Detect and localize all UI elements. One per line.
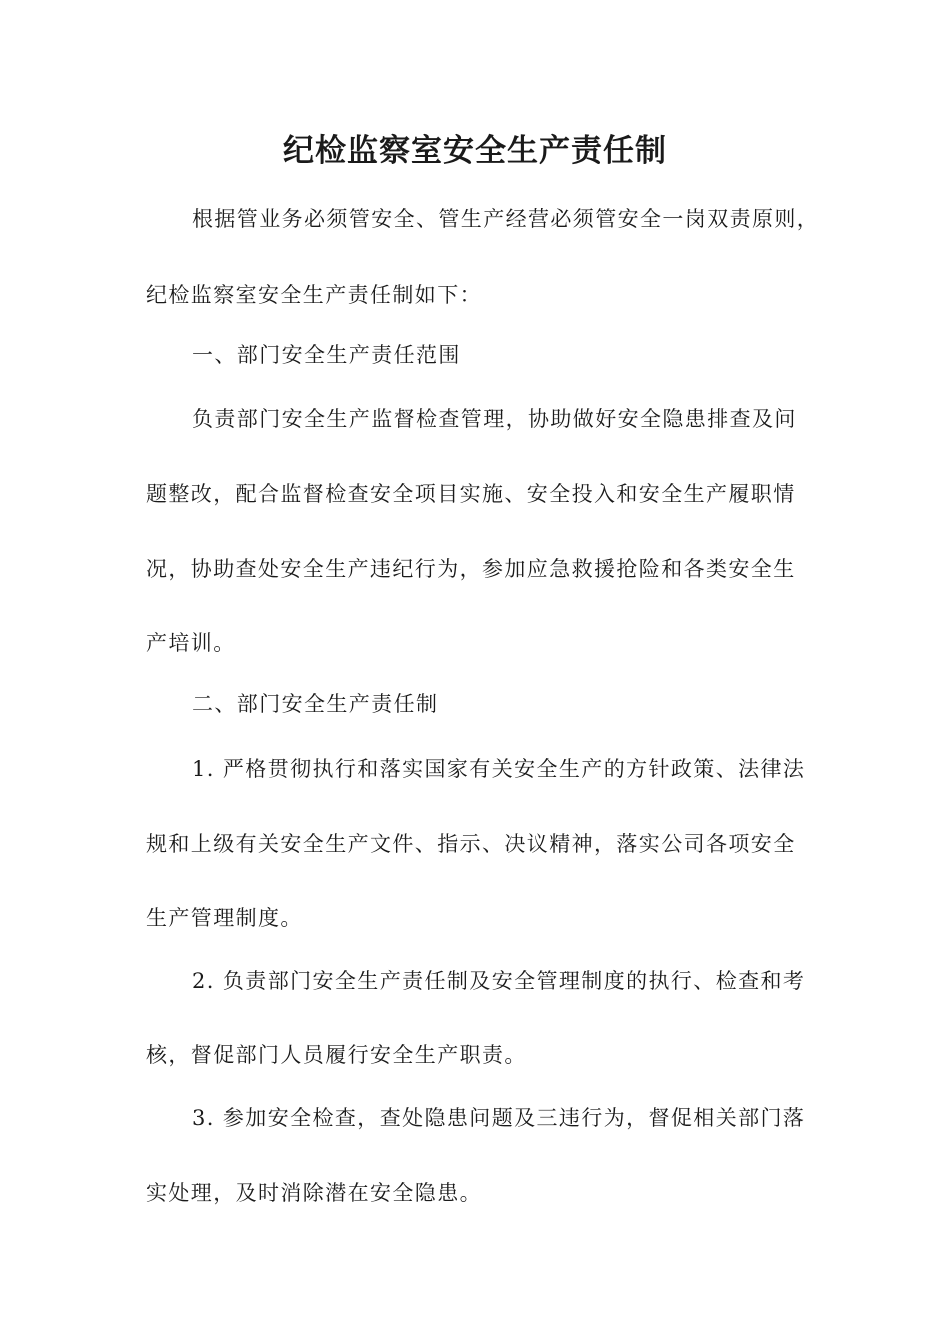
- document-title: 纪检监察室安全生产责任制: [283, 133, 667, 169]
- paragraph-line: 2. 负责部门安全生产责任制及安全管理制度的执行、检查和考: [192, 969, 806, 993]
- paragraph-line: 产培训。: [146, 631, 236, 655]
- paragraph-line: 负责部门安全生产监督检查管理，协助做好安全隐患排查及问: [192, 407, 797, 431]
- paragraph-line: 生产管理制度。: [146, 906, 303, 930]
- paragraph-line: 规和上级有关安全生产文件、指示、决议精神，落实公司各项安全: [146, 832, 796, 856]
- paragraph-line: 实处理，及时消除潜在安全隐患。: [146, 1181, 482, 1205]
- paragraph-line: 3. 参加安全检查，查处隐患问题及三违行为，督促相关部门落: [192, 1106, 806, 1130]
- paragraph-line: 题整改，配合监督检查安全项目实施、安全投入和安全生产履职情: [146, 482, 796, 506]
- paragraph-line: 1. 严格贯彻执行和落实国家有关安全生产的方针政策、法律法: [192, 757, 806, 781]
- section-heading: 二、部门安全生产责任制: [192, 692, 439, 716]
- paragraph-line: 根据管业务必须管安全、管生产经营必须管安全一岗双责原则，: [192, 207, 820, 231]
- paragraph-line: 核，督促部门人员履行安全生产职责。: [146, 1043, 527, 1067]
- paragraph-line: 纪检监察室安全生产责任制如下：: [146, 283, 482, 307]
- paragraph-line: 况，协助查处安全生产违纪行为，参加应急救援抢险和各类安全生: [146, 557, 796, 581]
- section-heading: 一、部门安全生产责任范围: [192, 343, 461, 367]
